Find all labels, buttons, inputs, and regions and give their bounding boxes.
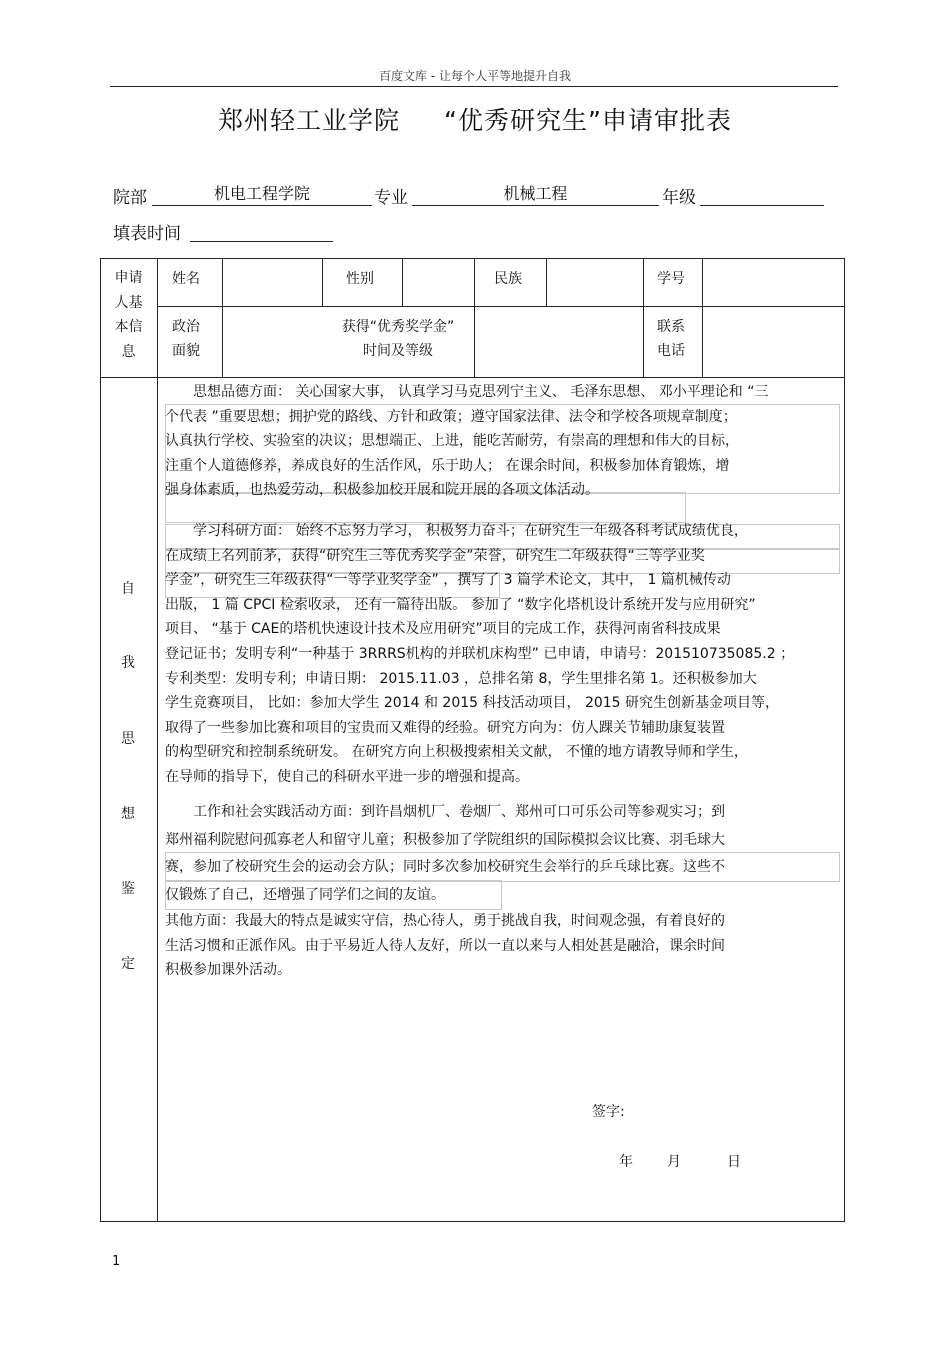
- fill-date-label: 填表时间: [113, 224, 181, 244]
- gender-label: 性别: [346, 271, 374, 287]
- date-day-label: 日: [727, 1154, 741, 1170]
- text-line: 在导师的指导下，使自己的科研水平进一步的增强和提高。: [165, 768, 529, 785]
- text-line: 学生竞赛项目， 比如：参加大学生 2014 和 2015 科技活动项目， 2015 研究生创新基金项目等，: [165, 695, 780, 712]
- major-label: 专业: [374, 188, 408, 208]
- signature-label: 签字:: [592, 1104, 625, 1120]
- text-line: 取得了一些参加比赛和项目的宝贵而又难得的经验。研究方向为：仿人踝关节辅助康复装置: [165, 719, 725, 736]
- page-number: 1: [112, 1254, 121, 1269]
- text-line: 的构型研究和控制系统研发。 在研究方向上积极搜索相关文献， 不懂的地方请教导师和学生，: [165, 744, 748, 761]
- moral-conduct-paragraph: [165, 380, 837, 503]
- ethnicity-label: 民族: [494, 271, 522, 287]
- text-line: 仅锻炼了自己，还增强了同学们之间的友谊。: [165, 886, 445, 903]
- self-assessment-label-char: 鉴: [121, 881, 135, 897]
- major-field[interactable]: 机械工程: [412, 183, 659, 206]
- title-school: 郑州轻工业学院: [218, 106, 401, 135]
- student-id-label: 学号: [657, 271, 685, 287]
- page-title: [0, 101, 950, 137]
- political-status-label: 政治 面貌: [172, 319, 200, 359]
- text-line: 赛，参加了校研究生会的运动会方队；同时多次参加校研究生会举行的乒乓球比赛。这些不: [165, 859, 725, 875]
- self-assessment-label-char: 自: [121, 581, 135, 597]
- scholarship-label: 获得“优秀奖学金” 时间及等级: [341, 319, 455, 359]
- self-assessment-label-char: 我: [121, 655, 135, 671]
- text-line: 在成绩上名列前茅，获得“研究生三等优秀奖学金”荣誉，研究生二年级获得“三等学业奖: [165, 547, 705, 564]
- text-line: 积极参加课外活动。: [165, 962, 291, 979]
- text-line: 个代表 ”重要思想；拥护党的路线、方针和政策；遵守国家法律、法令和学校各项规章制度；: [165, 408, 737, 425]
- social-practice-paragraph: [165, 799, 837, 909]
- document-header: 百度文库 - 让每个人平等地提升自我: [379, 69, 571, 83]
- date-month-label: 月: [667, 1154, 681, 1170]
- basic-info-section-label: 申请 人基 本信 息: [114, 270, 143, 360]
- contact-phone-label: 联系 电话: [657, 319, 685, 359]
- title-form-name: “优秀研究生”申请审批表: [444, 106, 732, 135]
- header-divider: [110, 86, 838, 87]
- text-line: 专利类型：发明专利；申请日期： 2015.11.03 ，总排名第 8，学生里排名第 1。还积极参加大: [165, 670, 757, 687]
- text-line: 学习科研方面： 始终不忘努力学习， 积极努力奋斗；在研究生一年级各科考试成绩优良，: [165, 523, 748, 539]
- name-label: 姓名: [172, 271, 200, 287]
- other-aspects-paragraph: [165, 909, 837, 983]
- grade-label: 年级: [662, 188, 696, 208]
- text-line: 登记证书；发明专利“一种基于 3RRRS机构的并联机床构型” 已申请，申请号：201510735085.2 ；: [165, 645, 795, 662]
- fill-date-field[interactable]: [190, 219, 333, 242]
- text-line: 生活习惯和正派作风。由于平易近人待人友好，所以一直以来与人相处甚是融洽，课余时间: [165, 937, 725, 954]
- text-line: 注重个人道德修养，养成良好的生活作风，乐于助人； 在课余时间，积极参加体育锻炼，增: [165, 457, 730, 474]
- text-line: 认真执行学校、实验室的决议；思想端正、上进，能吃苦耐劳，有崇高的理想和伟大的目标，: [165, 433, 739, 450]
- self-assessment-label-char: 思: [121, 731, 135, 747]
- text-line: 出版， 1 篇 CPCI 检索收录， 还有一篇待出版。 参加了 “数字化塔机设计系统开发与应用研究”: [165, 596, 756, 613]
- self-assessment-label-char: 定: [121, 956, 135, 972]
- text-line: 思想品德方面： 关心国家大事， 认真学习马克思列宁主义、 毛泽东思想、 邓小平理论和 “三: [165, 384, 769, 400]
- text-line: 项目、 “基于 CAE的塔机快速设计技术及应用研究”项目的完成工作，获得河南省科技成果: [165, 621, 721, 638]
- text-line: 强身体素质，也热爱劳动，积极参加校开展和院开展的各项文体活动。: [165, 482, 599, 499]
- department-field[interactable]: 机电工程学院: [152, 183, 372, 206]
- date-year-label: 年: [619, 1154, 633, 1170]
- department-label: 院部: [113, 188, 147, 208]
- self-assessment-label-char: 想: [121, 806, 135, 822]
- text-line: 学金”，研究生三年级获得“一等学业奖学金” ，撰写了 3 篇学术论文，其中， 1 篇机械传动: [165, 572, 731, 589]
- text-line: 郑州福利院慰问孤寡老人和留守儿童；积极参加了学院组织的国际模拟会议比赛、羽毛球大: [165, 831, 725, 848]
- study-research-paragraph: [165, 519, 837, 790]
- text-line: 其他方面：我最大的特点是诚实守信，热心待人，勇于挑战自我，时间观念强，有着良好的: [165, 913, 725, 929]
- grade-field[interactable]: [700, 183, 824, 206]
- text-line: 工作和社会实践活动方面：到许昌烟机厂、卷烟厂、郑州可口可乐公司等参观实习；到: [165, 804, 725, 820]
